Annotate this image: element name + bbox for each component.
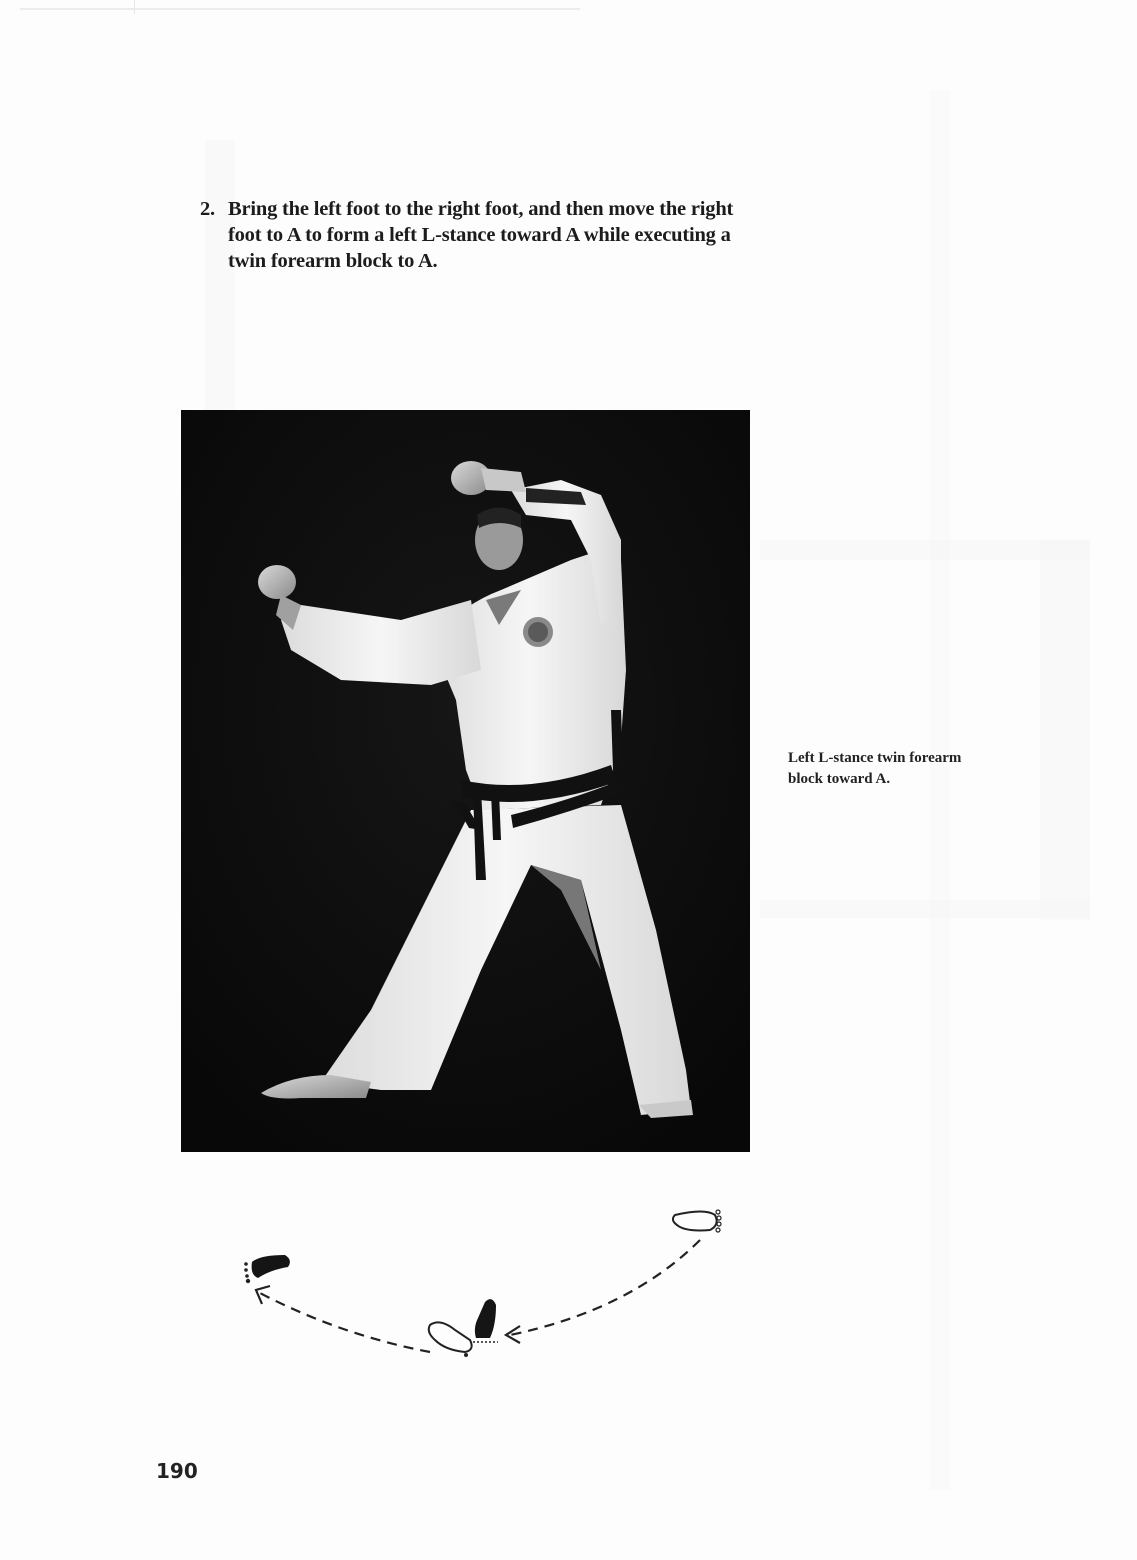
footprint-middle-outline-icon xyxy=(429,1322,472,1357)
footwork-diagram xyxy=(230,1190,750,1370)
scan-artifact-line xyxy=(20,8,580,10)
footprint-start-icon xyxy=(673,1210,721,1232)
caption-line-1: Left L-stance twin forearm xyxy=(788,750,962,766)
dashed-arrow-2 xyxy=(258,1292,430,1352)
scan-artifact-tick xyxy=(134,0,135,14)
step-number: 2. xyxy=(200,198,215,220)
stance-photo xyxy=(181,410,750,1152)
footprint-middle-filled-icon xyxy=(473,1299,498,1342)
step-instruction xyxy=(200,196,890,274)
instruction-line-2: foot to A to form a left L-stance toward A while executing a xyxy=(228,224,731,246)
instruction-line-1: Bring the left foot to the right foot, and then move the right xyxy=(228,198,734,220)
dashed-arrow-1 xyxy=(510,1240,700,1335)
footprint-end-icon xyxy=(244,1255,290,1283)
bleed-through xyxy=(1040,540,1090,920)
caption-line-2: block toward A. xyxy=(788,771,891,787)
bleed-through xyxy=(930,90,950,1490)
photo-caption xyxy=(788,748,1068,790)
instruction-line-3: twin forearm block to A. xyxy=(228,250,438,272)
bleed-through xyxy=(760,900,1090,918)
martial-artist-figure xyxy=(181,410,750,1152)
page-number: 190 xyxy=(156,1459,198,1483)
